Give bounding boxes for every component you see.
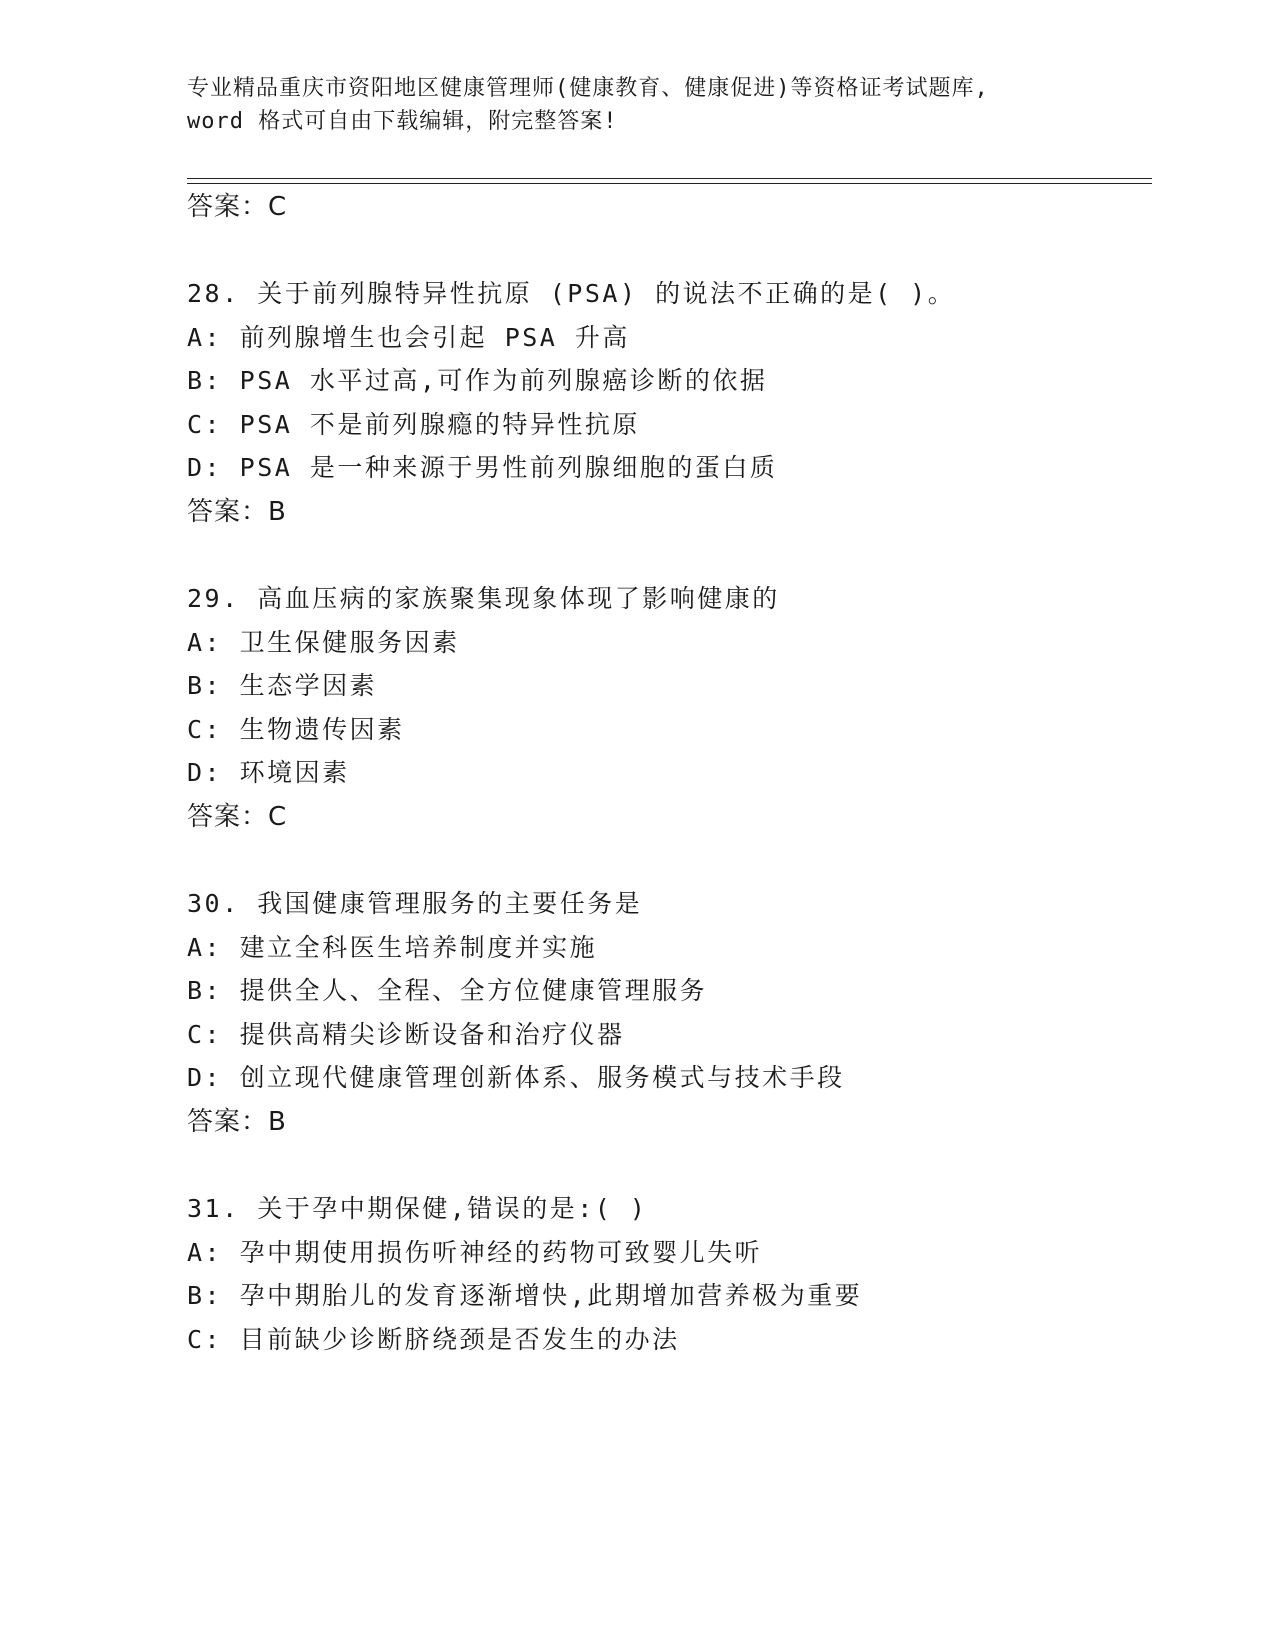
header-rule-bottom xyxy=(187,183,1152,184)
option-d: D: 创立现代健康管理创新体系、服务模式与技术手段 xyxy=(187,1063,845,1092)
option-b: B: PSA 水平过高,可作为前列腺癌诊断的依据 xyxy=(187,366,768,395)
option-a: A: 建立全科医生培养制度并实施 xyxy=(187,933,598,962)
question-stem: 29. 高血压病的家族聚集现象体现了影响健康的 xyxy=(187,584,780,613)
option-c: C: 目前缺少诊断脐绕颈是否发生的办法 xyxy=(187,1325,680,1354)
option-a: A: 前列腺增生也会引起 PSA 升高 xyxy=(187,323,630,352)
option-b: B: 提供全人、全程、全方位健康管理服务 xyxy=(187,976,708,1005)
option-c: C: 提供高精尖诊断设备和治疗仪器 xyxy=(187,1020,625,1049)
option-a: A: 孕中期使用损伤听神经的药物可致婴儿失听 xyxy=(187,1238,763,1267)
option-a: A: 卫生保健服务因素 xyxy=(187,628,460,657)
header-line-2: word 格式可自由下载编辑，附完整答案! xyxy=(187,109,618,134)
answer: 答案：B xyxy=(187,1107,287,1137)
option-c: C: 生物遗传因素 xyxy=(187,715,405,744)
previous-answer: 答案：C xyxy=(187,192,288,222)
answer: 答案：C xyxy=(187,802,288,832)
header-rule-top xyxy=(187,178,1152,179)
question-stem: 28. 关于前列腺特异性抗原 (PSA) 的说法不正确的是( )。 xyxy=(187,279,956,308)
option-c: C: PSA 不是前列腺瘾的特异性抗原 xyxy=(187,410,640,439)
option-d: D: 环境因素 xyxy=(187,758,350,787)
option-b: B: 生态学因素 xyxy=(187,671,378,700)
question-stem: 30. 我国健康管理服务的主要任务是 xyxy=(187,889,643,918)
header-line-1: 专业精品重庆市资阳地区健康管理师(健康教育、健康促进)等资格证考试题库, xyxy=(187,76,989,101)
document-header xyxy=(187,72,1087,138)
answer: 答案：B xyxy=(187,497,287,527)
question-stem: 31. 关于孕中期保健,错误的是:( ) xyxy=(187,1194,648,1223)
option-b: B: 孕中期胎儿的发育逐渐增快,此期增加营养极为重要 xyxy=(187,1281,863,1310)
option-d: D: PSA 是一种来源于男性前列腺细胞的蛋白质 xyxy=(187,453,778,482)
